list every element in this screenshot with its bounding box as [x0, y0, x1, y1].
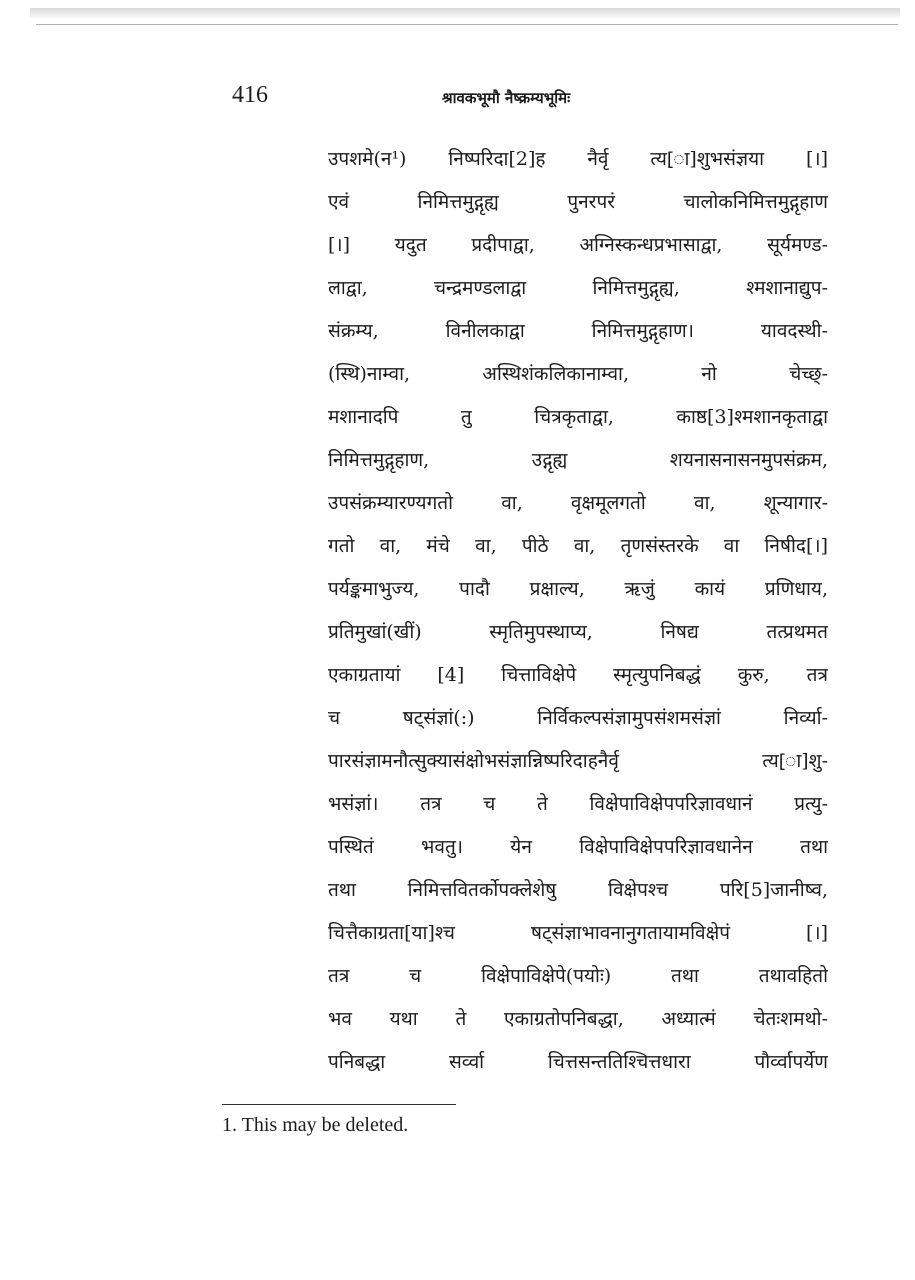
text-line: [।] यदुत प्रदीपाद्वा, अग्निस्कन्धप्रभासाद्वा, सूर्यमण्ड-: [328, 234, 828, 256]
text-line: उपशमे(न¹) निष्परिदा[2]ह नैर्वृ त्य[ा]शुभसंज्ञया [।]: [328, 148, 828, 170]
text-line: पारसंज्ञामनौत्सुक्यासंक्षोभसंज्ञान्निष्परिदाहनैर्वृ त्य[ा]शु-: [328, 750, 828, 772]
text-line: उपसंक्रम्यारण्यगतो वा, वृक्षमूलगतो वा, शून्यागार-: [328, 492, 828, 514]
text-line: पस्थितं भवतु। येन विक्षेपाविक्षेपपरिज्ञावधानेन तथा: [328, 836, 828, 858]
text-line: संक्रम्य, विनीलकाद्वा निमित्तमुद्गृहाण। यावदस्थी-: [328, 320, 828, 342]
text-line: पनिबद्धा सर्व्वा चित्तसन्ततिश्चित्तधारा पौर्व्वापर्येण: [328, 1051, 828, 1073]
text-line: (स्थि)नाम्वा, अस्थिशंकलिकानाम्वा, नो चेच्छ्-: [328, 363, 828, 385]
text-line: लाद्वा, चन्द्रमण्डलाद्वा निमित्तमुद्गृह्य, श्मशानाद्युप-: [328, 277, 828, 299]
running-head: श्रावकभूमौ नैष्क्रम्यभूमिः: [442, 89, 571, 107]
text-line: भव यथा ते एकाग्रतोपनिबद्धा, अध्यात्मं चेतःशमथो-: [328, 1008, 828, 1030]
page-header: [232, 82, 825, 118]
page-number: 416: [232, 82, 268, 108]
footnote-rule: [222, 1104, 456, 1105]
text-line: च षट्संज्ञां(:) निर्विकल्पसंज्ञामुपसंशमसंज्ञां निर्व्या-: [328, 707, 828, 729]
text-line: मशानादपि तु चित्रकृताद्वा, काष्ठ[3]श्मशानकृताद्वा: [328, 406, 828, 428]
scan-shadow: [30, 8, 900, 18]
text-line: एवं निमित्तमुद्गृह्य पुनरपरं चालोकनिमित्तमुद्गृहाण: [328, 191, 828, 213]
text-line: प्रतिमुखां(खीं) स्मृतिमुपस्थाप्य, निषद्य तत्प्रथमत: [328, 621, 828, 643]
text-line: एकाग्रतायां [4] चित्ताविक्षेपे स्मृत्युपनिबद्धं कुरु, तत्र: [328, 664, 828, 686]
text-line: निमित्तमुद्गृहाण, उद्गृह्य शयनासनासनमुपसंक्रम,: [328, 449, 828, 471]
text-line: तत्र च विक्षेपाविक्षेपे(पयोः) तथा तथावहितो: [328, 965, 828, 987]
text-line: तथा निमित्तवितर्कोपक्लेशेषु विक्षेपश्च परि[5]जानीष्व,: [328, 879, 828, 901]
text-line: चित्तैकाग्रता[या]श्च षट्संज्ञाभावनानुगतायामविक्षेपं [।]: [328, 922, 828, 944]
scan-edge-line: [36, 24, 898, 25]
text-line: गतो वा, मंचे वा, पीठे वा, तृणसंस्तरके वा निषीद[।]: [328, 535, 828, 557]
text-line: पर्यङ्कमाभुज्य, पादौ प्रक्षाल्य, ऋजुं कायं प्रणिधाय,: [328, 578, 828, 600]
text-line: भसंज्ञां। तत्र च ते विक्षेपाविक्षेपपरिज्ञावधानं प्रत्यु-: [328, 793, 828, 815]
sanskrit-passage: [328, 138, 828, 1084]
footnote: 1. This may be deleted.: [222, 1114, 409, 1136]
